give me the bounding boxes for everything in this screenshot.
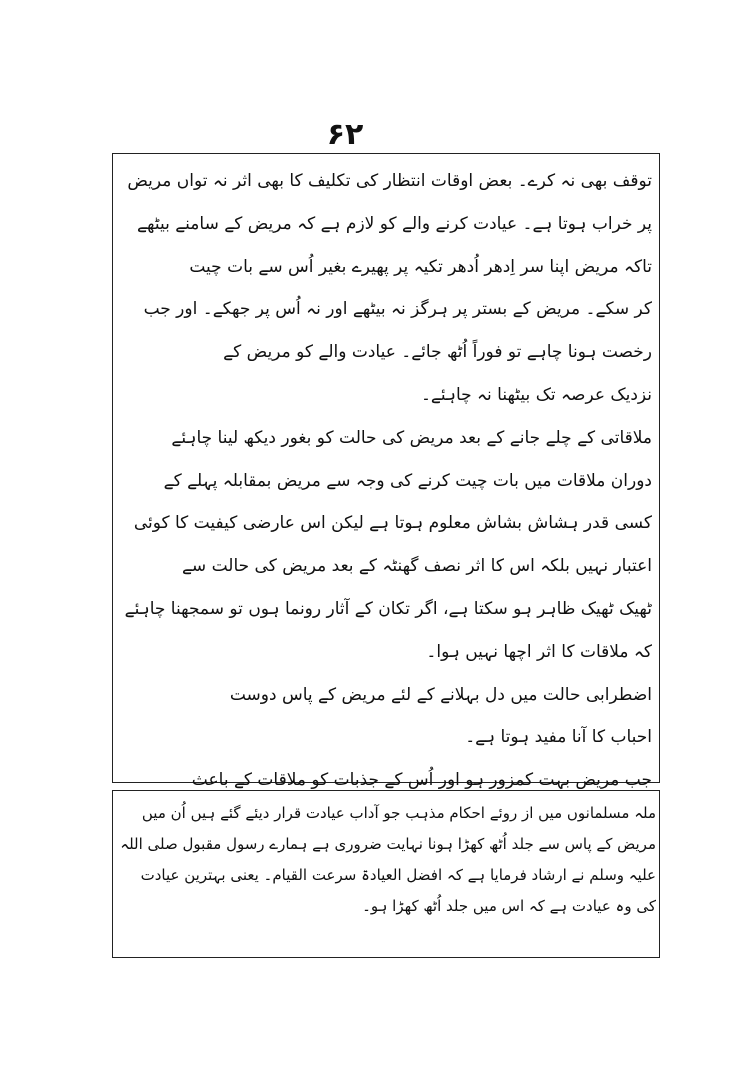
text-line: اعتبار نہیں بلکہ اس کا اثر نصف گھنٹہ کے بعد مریض کی حالت سے — [181, 556, 652, 577]
text-line: کسی قدر ہشاش بشاش معلوم ہوتا ہے لیکن اس عارضی کیفیت کا کوئی — [133, 513, 652, 534]
text-line: دوران ملاقات میں بات چیت کرنے کی وجہ سے مریض بمقابلہ پہلے کے — [163, 470, 652, 491]
text-line: توقف بھی نہ کرے۔ بعض اوقات انتظار کی تکلیف کا بھی اثر نہ تواں مریض — [127, 171, 652, 191]
text-line: نزدیک عرصہ تک بیٹھنا نہ چاہئے۔ — [420, 384, 652, 405]
text-line: کہ ملاقات کا اثر اچھا نہیں ہوا۔ — [426, 641, 652, 662]
text-line: پر خراب ہوتا ہے۔ عیادت کرنے والے کو لازم ہے کہ مریض کے سامنے بیٹھے — [137, 213, 652, 234]
text-line: رخصت ہونا چاہے تو فوراً اُٹھ جائے۔ عیادت والے کو مریض کے — [223, 342, 652, 363]
footnote-line: علیہ وسلم نے ارشاد فرمایا ہے کہ افضل العیادۃ سرعت القیام۔ یعنی بہترین عیادت — [140, 866, 656, 884]
text-line: اضطرابی حالت میں دل بہلانے کے لئے مریض کے پاس دوست — [229, 684, 652, 705]
footnote-block — [118, 798, 656, 922]
footnote-line: ملہ مسلمانوں میں از روئے احکام مذہب جو آداب عیادت قرار دیئے گئے ہیں اُن میں — [141, 804, 656, 822]
footnote-line: کی وہ عیادت ہے کہ اس میں جلد اُٹھ کھڑا ہو۔ — [362, 897, 656, 915]
footnote-line: مریض کے پاس سے جلد اُٹھ کھڑا ہونا نہایت ضروری ہے ہمارے رسول مقبول صلی اللہ — [120, 835, 656, 853]
text-line: تاکہ مریض اپنا سر اِدھر اُدھر تکیہ پر پھیرے بغیر اُس سے بات چیت — [189, 256, 652, 277]
text-line: احباب کا آنا مفید ہوتا ہے۔ — [465, 727, 652, 748]
text-line: ملاقاتی کے چلے جانے کے بعد مریض کی حالت کو بغور دیکھ لینا چاہئے — [171, 427, 652, 448]
page-number: ۶۲ — [326, 117, 364, 152]
text-line: ٹھیک ٹھیک ظاہر ہو سکتا ہے، اگر تکان کے آثار رونما ہوں تو سمجھنا چاہئے — [124, 598, 652, 619]
text-line: جب مریض بہت کمزور ہو اور اُس کے جذبات کو ملاقات کے باعث — [191, 770, 652, 791]
main-text-block — [120, 160, 652, 802]
text-line: کر سکے۔ مریض کے بستر پر ہرگز نہ بیٹھے اور نہ اُس پر جھکے۔ اور جب — [143, 299, 652, 320]
